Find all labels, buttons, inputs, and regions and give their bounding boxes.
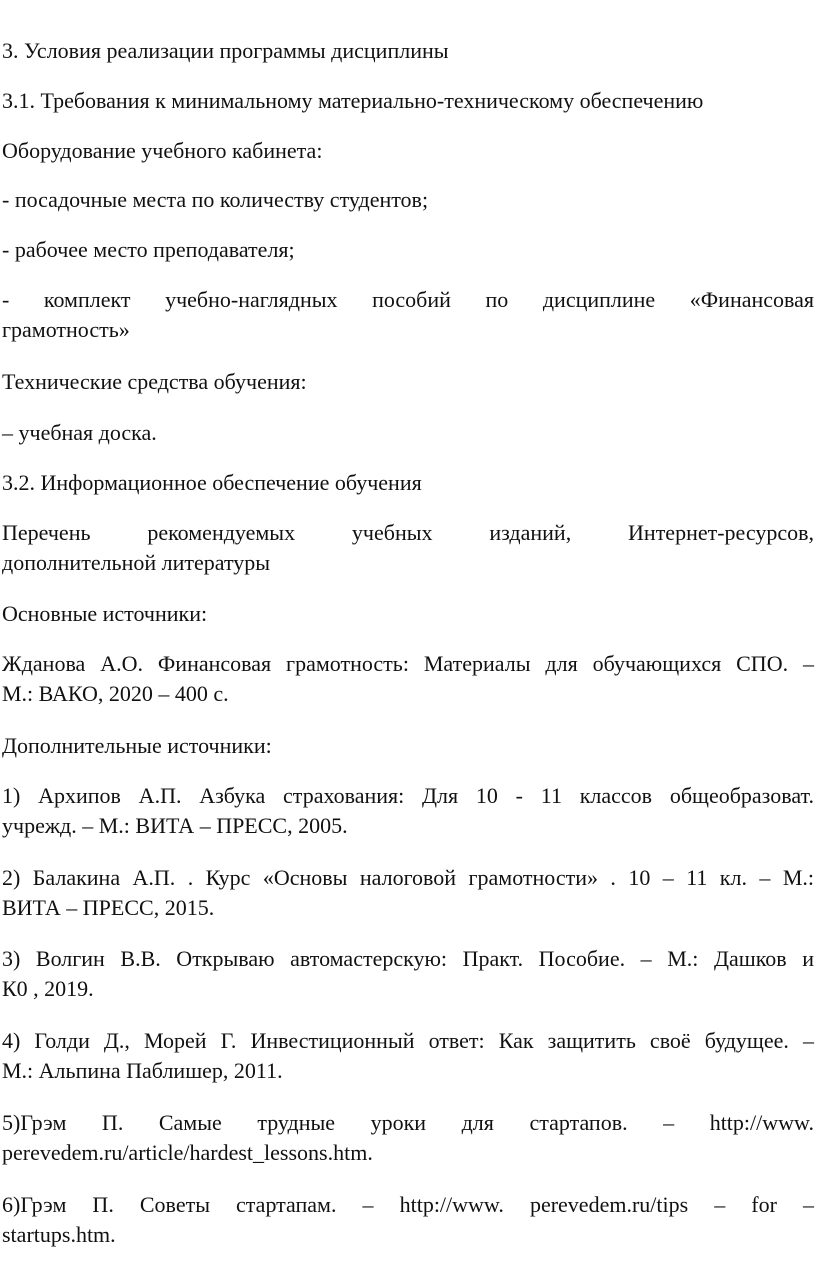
section-heading: 3. Условия реализации программы дисциплины: [2, 38, 449, 63]
extra-source-line2: учрежд. – М.: ВИТА – ПРЕСС, 2005.: [2, 813, 348, 838]
tech-means-item: – учебная доска.: [2, 420, 157, 445]
main-sources-label: Основные источники:: [2, 601, 208, 626]
extra-source-line1: 3) Волгин В.В. Открываю автомастерскую: Практ. Пособие. – М.: Дашков и: [2, 946, 814, 971]
subsection-heading-3-2: 3.2. Информационное обеспечение обучения: [2, 470, 422, 495]
equipment-item-kit-line1: - комплект учебно-наглядных пособий по дисциплине «Финансовая: [2, 287, 814, 312]
recommended-list-intro-line2: дополнительной литературы: [2, 550, 271, 575]
recommended-list-intro: [2, 518, 814, 578]
extra-source-line2: perevedem.ru/article/hardest_lessons.htm.: [2, 1140, 373, 1165]
subsection-heading-3-1: 3.1. Требования к минимальному материально-техническому обеспечению: [2, 88, 704, 113]
extra-source-entry: [2, 944, 814, 1004]
equipment-item: - посадочные места по количеству студентов;: [2, 187, 429, 212]
main-source-entry: [2, 649, 814, 709]
extra-source-line2: startups.htm.: [2, 1222, 116, 1247]
extra-source-line1: 2) Балакина А.П. . Курс «Основы налоговой грамотности» . 10 – 11 кл. – М.:: [2, 865, 814, 890]
recommended-list-intro-line1: Перечень рекомендуемых учебных изданий, Интернет-ресурсов,: [2, 520, 814, 545]
extra-source-entry: [2, 1190, 814, 1250]
extra-source-line1: 5)Грэм П. Самые трудные уроки для стартапов. – http://www.: [2, 1110, 814, 1135]
equipment-item-kit: [2, 285, 814, 345]
main-source-entry-line1: Жданова А.О. Финансовая грамотность: Материалы для обучающихся СПО. –: [2, 651, 814, 676]
tech-means-label: Технические средства обучения:: [2, 369, 307, 394]
extra-source-line1: 4) Голди Д., Морей Г. Инвестиционный ответ: Как защитить своё будущее. –: [2, 1028, 814, 1053]
extra-source-line2: М.: Альпина Паблишер, 2011.: [2, 1058, 283, 1083]
extra-source-entry: [2, 1026, 814, 1086]
extra-source-entry: [2, 781, 814, 841]
equipment-item-kit-line2: грамотность»: [2, 317, 130, 342]
extra-sources-label: Дополнительные источники:: [2, 733, 272, 758]
extra-source-entry: [2, 1108, 814, 1168]
extra-source-line1: 1) Архипов А.П. Азбука страхования: Для 10 - 11 классов общеобразоват.: [2, 783, 814, 808]
main-source-entry-line2: М.: ВАКО, 2020 – 400 с.: [2, 681, 229, 706]
extra-source-line1: 6)Грэм П. Советы стартапам. – http://www. perevedem.ru/tips – for –: [2, 1192, 814, 1217]
extra-source-line2: К0 , 2019.: [2, 976, 94, 1001]
equipment-item: - рабочее место преподавателя;: [2, 237, 295, 262]
equipment-label: Оборудование учебного кабинета:: [2, 138, 323, 163]
extra-source-entry: [2, 863, 814, 923]
extra-source-line2: ВИТА – ПРЕСС, 2015.: [2, 895, 215, 920]
